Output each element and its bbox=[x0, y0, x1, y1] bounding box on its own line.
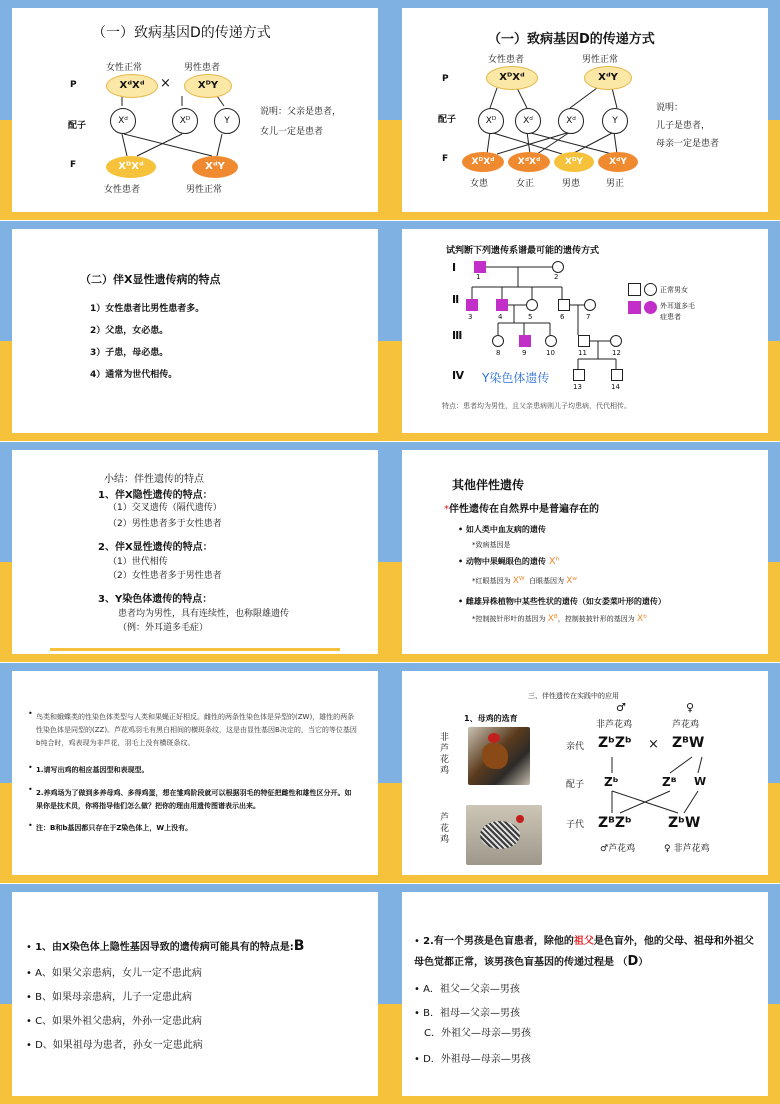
genotype-child-female: ZᵇW bbox=[668, 815, 701, 831]
gene-red-eye: Xᵂ bbox=[512, 576, 525, 586]
question-part-b: 是色盲外，他的父母、祖母和外祖父母色觉都正常，该男孩色盲基因的传递过程是 （ bbox=[414, 936, 754, 968]
slide-title: （二）伴X显性遗传病的特点 bbox=[80, 273, 221, 286]
num-6: 6 bbox=[560, 313, 565, 321]
legend-affected-male-icon bbox=[628, 301, 641, 314]
h3a: 患者均为男性，具有连续性，也称限雄遗传 bbox=[118, 609, 290, 619]
child-2-label: 女正 bbox=[516, 179, 535, 189]
individual-II-5[interactable] bbox=[526, 299, 538, 311]
note-line-3: 母亲一定是患者 bbox=[656, 139, 720, 149]
individual-II-6[interactable] bbox=[558, 299, 570, 311]
genotype-child-male: ZᴮZᵇ bbox=[598, 815, 632, 831]
bullet-2: 动物中果蝇眼色的遗传 bbox=[465, 557, 546, 566]
parent-female-label: 芦花鸡 bbox=[672, 720, 700, 730]
slide-8[interactable] bbox=[390, 663, 780, 883]
gamete-1: Xᴰ bbox=[478, 108, 504, 134]
child-female-label: ♀ 非芦花鸡 bbox=[664, 844, 710, 854]
individual-I-2[interactable] bbox=[552, 261, 564, 273]
slide-card bbox=[12, 229, 378, 433]
row-gametes: 配子 bbox=[566, 780, 585, 790]
question: 1、由X染色体上隐性基因导致的遗传病可能具有的特点是: bbox=[35, 942, 294, 953]
slide-title: 小结：伴性遗传的特点 bbox=[104, 474, 204, 485]
num-8: 8 bbox=[496, 349, 501, 357]
gamete-4: Y bbox=[602, 108, 628, 134]
slide-title: 试判断下列遗传系谱最可能的遗传方式 bbox=[446, 246, 600, 256]
option-b[interactable]: B．祖母—父亲—男孩 bbox=[423, 1008, 520, 1019]
option-c[interactable]: C．外祖父—母亲—男孩 bbox=[424, 1028, 531, 1039]
genotype-parent-male: XᴰY bbox=[184, 74, 232, 98]
gen-f: F bbox=[70, 160, 77, 170]
gen-p: P bbox=[442, 74, 449, 84]
label-female-patient: 女性患者 bbox=[488, 55, 525, 65]
hen-comb-shape bbox=[516, 815, 524, 823]
slide-title: （一）致病基因D的传递方式 bbox=[488, 32, 655, 47]
body-shape bbox=[482, 743, 508, 769]
photo-rooster bbox=[468, 727, 530, 785]
point-4: 4）通常为世代相传。 bbox=[90, 370, 178, 380]
slide-card bbox=[402, 8, 768, 212]
slide-title: 其他伴性遗传 bbox=[452, 478, 525, 492]
genotype-parent-female: ZᴮW bbox=[672, 735, 705, 751]
comb-shape bbox=[488, 733, 500, 743]
point-3: 3）子患，母必患。 bbox=[90, 348, 169, 358]
note-line-1: 说明： bbox=[656, 103, 684, 113]
bullet-3: 雌雄异株植物中某些性状的遗传（如女娄菜叶形的遗传） bbox=[465, 597, 666, 606]
bullet-1: 如人类中血友病的遗传 bbox=[465, 525, 546, 534]
slide-card bbox=[12, 671, 378, 875]
answer-text: Y染色体遗传 bbox=[482, 371, 550, 385]
bottom-rule bbox=[50, 648, 340, 651]
gen-p: P bbox=[70, 80, 77, 90]
child-2: XᵈXᵈ bbox=[508, 152, 550, 172]
individual-III-12[interactable] bbox=[610, 335, 622, 347]
gen-gamete: 配子 bbox=[68, 121, 87, 131]
gen-gamete: 配子 bbox=[438, 115, 457, 125]
question-block: • 2.有一个男孩是色盲患者，除他的祖父是色盲外，他的父母、祖母和外祖父母色觉都正常，该男孩色盲基因的传递过程是 （D） bbox=[414, 936, 754, 969]
female-symbol: ♀ bbox=[686, 701, 695, 714]
h1: 1、伴X隐性遗传的特点： bbox=[98, 490, 213, 501]
individual-III-10[interactable] bbox=[545, 335, 557, 347]
h1a: （1）交叉遗传（隔代遗传） bbox=[108, 503, 222, 513]
bullet-2-sub-a: *红眼基因为 bbox=[472, 577, 511, 585]
note-line-2: 女儿一定是患者 bbox=[260, 127, 324, 137]
slide-card: • 2.有一个男孩是色盲患者，除他的祖父是色盲外，他的父母、祖母和外祖父母色觉都正常，该男孩色盲基因的传递过程是 （D） • A．祖父—父亲—男孩 • B．祖母—父亲—男孩 C．外祖父—母亲—男孩 • D．外祖母—母亲—男孩 bbox=[402, 892, 768, 1096]
individual-IV-14[interactable] bbox=[611, 369, 623, 381]
h3: 3、Y染色体遗传的特点： bbox=[98, 594, 213, 605]
slide-10[interactable] bbox=[390, 884, 780, 1104]
label-male-normal: 男性正常 bbox=[582, 55, 619, 65]
bullet-dot: • bbox=[28, 785, 33, 794]
legend-normal-label: 正常男女 bbox=[660, 286, 688, 294]
bullet-3-sub-a: *控制披针形叶的基因为 bbox=[472, 615, 546, 623]
child-1: XᴰXᵈ bbox=[462, 152, 504, 172]
legend-affected-label-2: 症患者 bbox=[660, 313, 681, 321]
gamete-3: Y bbox=[214, 108, 240, 134]
slide-6[interactable] bbox=[390, 442, 780, 662]
gamete-3: Xᵈ bbox=[558, 108, 584, 134]
num-12: 12 bbox=[612, 349, 621, 357]
child-4-label: 男正 bbox=[606, 179, 625, 189]
num-14: 14 bbox=[611, 383, 620, 391]
point-2: 2）父患，女必患。 bbox=[90, 326, 169, 336]
slide-1[interactable] bbox=[0, 0, 390, 220]
question-1: 1.请写出鸡的相应基因型和表现型。 bbox=[36, 766, 149, 774]
child-3-label: 男患 bbox=[562, 179, 581, 189]
note-line-2: 儿子是患者， bbox=[656, 121, 711, 131]
hen-body-shape bbox=[480, 821, 520, 849]
answer: D bbox=[627, 954, 639, 969]
h3b: （例：外耳道多毛症） bbox=[118, 623, 209, 633]
gene-B: Xᴮ bbox=[547, 614, 558, 624]
num-4: 4 bbox=[498, 313, 503, 321]
num-1: 1 bbox=[476, 273, 481, 281]
slide-4[interactable] bbox=[390, 221, 780, 441]
child-4: XᵈY bbox=[598, 152, 638, 172]
option-a[interactable]: A、如果父亲患病，女儿一定不患此病 bbox=[35, 968, 202, 979]
row-offspring: 子代 bbox=[566, 820, 585, 830]
label-barred: 芦花鸡 bbox=[440, 813, 450, 845]
child-1-label: 女患 bbox=[470, 179, 489, 189]
cross-lines bbox=[402, 671, 768, 875]
lead-text: 伴性遗传在自然界中是普遍存在的 bbox=[449, 504, 599, 515]
bullet-3-sub-b: ，控制披披针形的基因为 bbox=[557, 615, 635, 623]
slide-title: 三、伴性遗传在实践中的应用 bbox=[528, 692, 619, 700]
bullet-dot: • bbox=[28, 821, 33, 830]
genotype-child-male: XᵈY bbox=[192, 156, 238, 178]
option-d[interactable]: D、如果祖母为患者，孙女一定患此病 bbox=[35, 1040, 203, 1051]
gene-white-eye: Xʷ bbox=[566, 576, 578, 586]
slide-5[interactable] bbox=[0, 442, 390, 662]
individual-II-4[interactable] bbox=[496, 299, 508, 311]
num-5: 5 bbox=[528, 313, 533, 321]
row-parents: 亲代 bbox=[566, 742, 585, 752]
slide-card: 其他伴性遗传 *伴性遗传在自然界中是普遍存在的 • 如人类中血友病的遗传 *致病基因是 • 动物中果蝇眼色的遗传 Xʰ *红眼基因为 Xᵂ 白眼基因为 Xʷ • 雌雄异株植物中某些性状的遗传（如女娄菜叶形的遗传） *控制披针形叶的基因为 Xᴮ，控制披披针形的基因为 Xᵇ bbox=[402, 450, 768, 654]
slide-card bbox=[402, 671, 768, 875]
slide-title: （一）致病基因D的传递方式 bbox=[92, 25, 271, 41]
individual-III-9[interactable] bbox=[519, 335, 531, 347]
point-1: 1）女性患者比男性患者多。 bbox=[90, 304, 205, 314]
legend-affected-label-1: 外耳道多毛 bbox=[660, 302, 695, 310]
gamete-2: Xᵈ bbox=[515, 108, 541, 134]
genotype-parent-male: ZᵇZᵇ bbox=[598, 735, 632, 751]
gamete-2: Xᴰ bbox=[172, 108, 198, 134]
num-9: 9 bbox=[522, 349, 527, 357]
option-b[interactable]: B、如果母亲患病，儿子一定患此病 bbox=[35, 992, 192, 1003]
gene-b: Xᵇ bbox=[637, 614, 648, 624]
slide-2[interactable] bbox=[390, 0, 780, 220]
question-end: ） bbox=[638, 957, 649, 968]
bullet-dot: • bbox=[28, 709, 33, 718]
gamete-2: Zᴮ bbox=[662, 775, 677, 789]
h2b: （2）女性患者多于男性患者 bbox=[108, 571, 222, 581]
slide-3[interactable] bbox=[0, 221, 390, 441]
genotype-parent-female: XᵈXᵈ bbox=[106, 74, 158, 98]
num-10: 10 bbox=[546, 349, 555, 357]
cross-symbol: × bbox=[160, 76, 171, 91]
bullet-dot: • bbox=[28, 763, 33, 772]
subtitle: 1、母鸡的选育 bbox=[464, 714, 518, 723]
bullet-1-sub: *致病基因是 bbox=[472, 541, 511, 549]
num-13: 13 bbox=[573, 383, 582, 391]
bullet-star: * bbox=[444, 504, 449, 515]
individual-I-1[interactable] bbox=[474, 261, 486, 273]
label-female-normal: 女性正常 bbox=[106, 63, 143, 73]
child-3: XᴰY bbox=[554, 152, 594, 172]
gen-II: Ⅱ bbox=[452, 293, 460, 306]
gen-III: Ⅲ bbox=[452, 329, 463, 342]
label-male-patient: 男性患者 bbox=[184, 63, 221, 73]
slide-9[interactable] bbox=[0, 884, 390, 1104]
individual-IV-13[interactable] bbox=[573, 369, 585, 381]
legend-normal-male-icon bbox=[628, 283, 641, 296]
slide-card bbox=[12, 450, 378, 654]
slide-card bbox=[402, 229, 768, 433]
individual-III-8[interactable] bbox=[492, 335, 504, 347]
question-part-a: 2.有一个男孩是色盲患者，除他的 bbox=[423, 936, 574, 947]
h2a: （1）世代相传 bbox=[108, 557, 168, 567]
label-child-female: 女性患者 bbox=[104, 185, 141, 195]
individual-II-7[interactable] bbox=[584, 299, 596, 311]
label-non-barred: 非芦花鸡 bbox=[440, 733, 450, 776]
bullet-2-gene: Xʰ bbox=[548, 556, 560, 567]
legend-normal-female-icon bbox=[644, 283, 657, 296]
h2: 2、伴X显性遗传的特点： bbox=[98, 542, 213, 553]
gen-f: F bbox=[442, 154, 449, 164]
answer: B bbox=[293, 938, 305, 954]
legend-affected-female-icon bbox=[644, 301, 657, 314]
genotype-parent-female: XᴰXᵈ bbox=[486, 66, 538, 90]
note-line-1: 说明：父亲是患者， bbox=[260, 107, 342, 117]
individual-III-11[interactable] bbox=[578, 335, 590, 347]
note: 注：B和b基因都只存在于Z染色体上，W上没有。 bbox=[36, 824, 193, 832]
photo-hen bbox=[466, 805, 542, 865]
gamete-1: Zᵇ bbox=[604, 775, 619, 789]
gamete-3: W bbox=[694, 775, 707, 788]
slide-card: • 1、由X染色体上隐性基因导致的遗传病可能具有的特点是:B • A、如果父亲患病，女儿一定不患此病 • B、如果母亲患病，儿子一定患此病 • C、如果外祖父患病，外孙一定患此病 • D、如果祖母为患者，孙女一定患此病 bbox=[12, 892, 378, 1096]
num-7: 7 bbox=[586, 313, 591, 321]
cross-symbol: × bbox=[648, 737, 659, 752]
gen-IV: Ⅳ bbox=[452, 369, 465, 382]
slide-card bbox=[12, 8, 378, 212]
parent-male-label: 非芦花鸡 bbox=[596, 720, 633, 730]
bullet-2-sub-b: 白眼基因为 bbox=[528, 577, 564, 585]
footer-note: 特点：患者均为男性，且父亲患病则儿子均患病，代代相传。 bbox=[442, 402, 631, 410]
question-highlight: 祖父 bbox=[573, 936, 594, 947]
slide-7[interactable] bbox=[0, 663, 390, 883]
child-male-label: ♂芦花鸡 bbox=[600, 844, 636, 854]
num-11: 11 bbox=[578, 349, 587, 357]
option-c[interactable]: C、如果外祖父患病，外孙一定患此病 bbox=[35, 1016, 203, 1027]
num-2: 2 bbox=[554, 273, 559, 281]
gamete-1: Xᵈ bbox=[110, 108, 136, 134]
h1b: （2）男性患者多于女性患者 bbox=[108, 519, 222, 529]
option-a[interactable]: A．祖父—父亲—男孩 bbox=[423, 984, 520, 995]
genotype-child-female: XᴰXᵈ bbox=[106, 156, 156, 178]
gen-I: Ⅰ bbox=[452, 261, 457, 274]
option-d[interactable]: D．外祖母—母亲—男孩 bbox=[423, 1054, 531, 1065]
genotype-parent-male: XᵈY bbox=[584, 66, 632, 90]
male-symbol: ♂ bbox=[616, 701, 626, 714]
num-3: 3 bbox=[468, 313, 473, 321]
individual-II-3[interactable] bbox=[466, 299, 478, 311]
paragraph-intro: 鸟类和蛾蝶类的性染色体类型与人类和果蝇正好相反。雌性的两条性染色体是异型的(ZW)，雄性的两条性染色体是同型的(ZZ)。芦花鸡羽毛有黑白相间的横斑条纹，这是由显性基因B决定的，当它的等位基因b纯合时，鸡表现为非芦花，羽毛上没有横斑条纹。 bbox=[36, 713, 357, 747]
label-child-male: 男性正常 bbox=[186, 185, 223, 195]
question-2: 2.养鸡场为了做到多养母鸡、多得鸡蛋，想在雏鸡阶段就可以根据羽毛的特征把雌性和雄性区分开。如果你是技术员，你将指导他们怎么做？把你的理由用遗传图谱表示出来。 bbox=[36, 789, 352, 810]
